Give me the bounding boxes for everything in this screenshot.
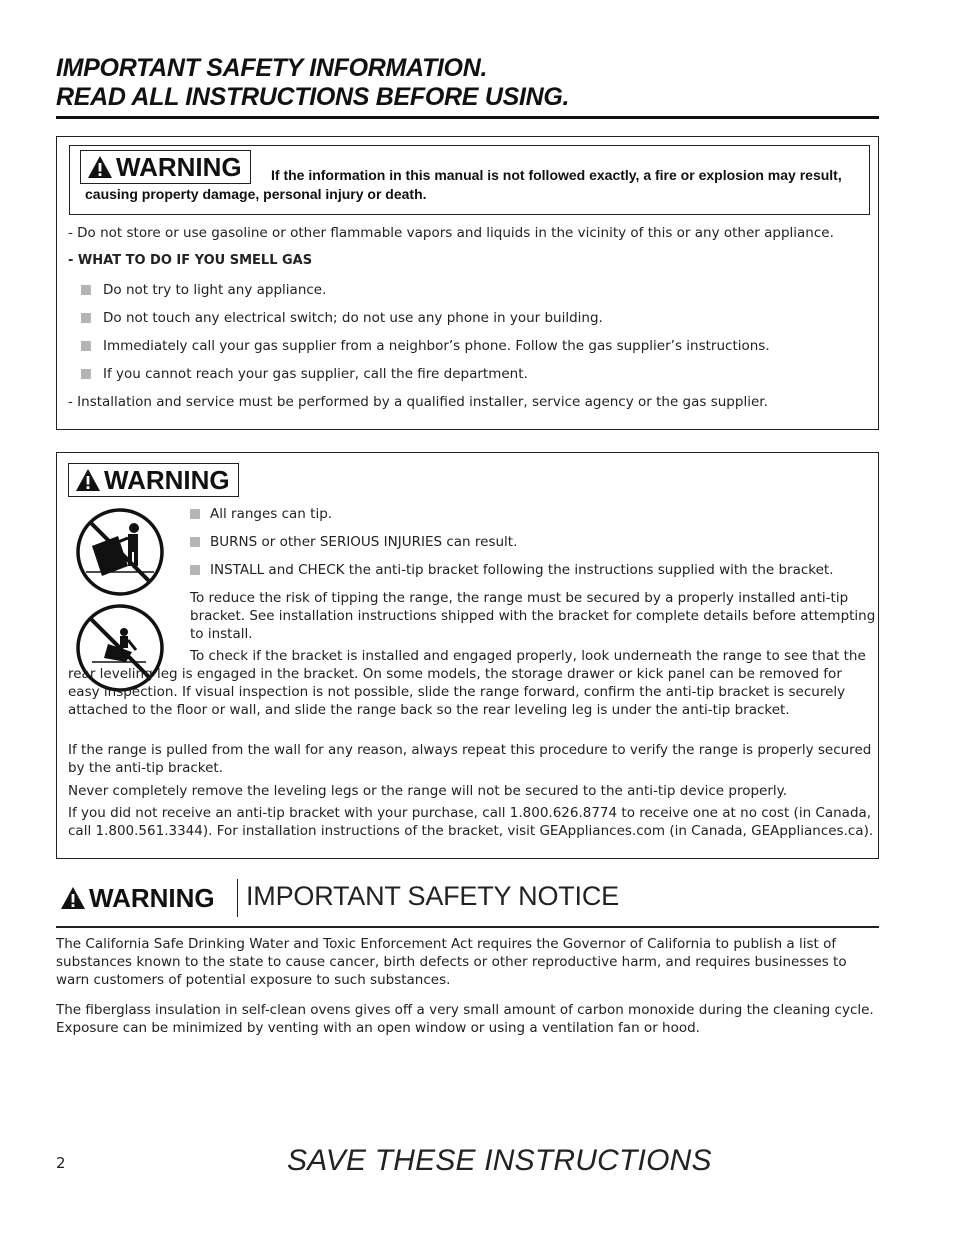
square-bullet-icon <box>190 565 200 575</box>
safety-notice-header <box>56 879 879 927</box>
list-item: If you cannot reach your gas supplier, call the fire department. <box>81 365 528 383</box>
no-tipping-range-child-icon <box>74 506 166 598</box>
list-item: INSTALL and CHECK the anti-tip bracket following the instructions supplied with the bracket. <box>190 561 834 579</box>
gas-item-no-gasoline: - Do not store or use gasoline or other flammable vapors and liquids in the vicinity of this or any other appliance. <box>68 225 834 241</box>
anti-tip-para-1: To reduce the risk of tipping the range, the range must be secured by a properly installed anti-tip bracket. See installation instructions shipped with the bracket for complete details before attempting to install. <box>190 590 876 642</box>
list-item: Do not try to light any appliance. <box>81 281 326 299</box>
anti-tip-para-3: If the range is pulled from the wall for any reason, always repeat this procedure to verify the range is properly secured by the anti-tip bracket. <box>68 742 872 776</box>
warning-badge <box>68 463 239 497</box>
list-item: Immediately call your gas supplier from a neighbor’s phone. Follow the gas supplier’s instructions. <box>81 337 770 355</box>
warning-label: WARNING <box>116 151 242 182</box>
gas-warning-callout <box>69 145 870 215</box>
anti-tip-para-5: If you did not receive an anti-tip bracket with your purchase, call 1.800.626.8774 to receive one at no cost (in Canada, call 1.800.561.3344). For installation instructions of the bracket, visit GEAppliances.com (in Canada, GEAppliances.ca). <box>68 805 874 839</box>
notice-para-1: The California Safe Drinking Water and Toxic Enforcement Act requires the Governor of California to publish a list of substances known to the state to cause cancer, birth defects or other reproductive harm, and requires businesses to warn customers of potential exposure to such substances. <box>56 936 847 988</box>
square-bullet-icon <box>190 509 200 519</box>
gas-warning-box <box>56 136 879 430</box>
square-bullet-icon <box>81 285 91 295</box>
page-header <box>56 54 879 112</box>
header-line-2: READ ALL INSTRUCTIONS BEFORE USING. <box>56 83 570 111</box>
notice-para-2: The fiberglass insulation in self-clean ovens gives off a very small amount of carbon monoxide during the cleaning cycle. Exposure can be minimized by venting with an open window or using a ventilation fan or hood. <box>56 1002 874 1036</box>
save-instructions: SAVE THESE INSTRUCTIONS <box>287 1144 712 1177</box>
header-line-1: IMPORTANT SAFETY INFORMATION. <box>56 54 488 82</box>
square-bullet-icon <box>81 341 91 351</box>
safety-notice-title: IMPORTANT SAFETY NOTICE <box>246 881 619 911</box>
warning-triangle-icon <box>87 155 113 179</box>
header-rule <box>56 116 879 119</box>
gas-warning-text: If the information in this manual is not followed exactly, a fire or explosion may result, causing property damage, personal injury or death. <box>85 167 842 202</box>
list-item: Do not touch any electrical switch; do not use any phone in your building. <box>81 309 603 327</box>
smell-gas-heading: - WHAT TO DO IF YOU SMELL GAS <box>68 253 313 268</box>
warning-triangle-icon <box>75 468 101 492</box>
warning-badge <box>56 879 238 917</box>
gas-item-installation: - Installation and service must be performed by a qualified installer, service agency or the gas supplier. <box>68 394 768 410</box>
page-number: 2 <box>56 1154 66 1172</box>
list-item: BURNS or other SERIOUS INJURIES can result. <box>190 533 517 551</box>
warning-label: WARNING <box>104 464 230 495</box>
anti-tip-para-4: Never completely remove the leveling legs or the range will not be secured to the anti-tip device properly. <box>68 783 788 799</box>
square-bullet-icon <box>81 369 91 379</box>
square-bullet-icon <box>81 313 91 323</box>
list-item: All ranges can tip. <box>190 505 332 523</box>
anti-tip-para-2: To check if the bracket is installed and engaged properly, look underneath the range to see that the rear leveling leg is engaged in the bracket. On some models, the storage drawer or kick panel can be removed for easy inspection. If visual inspection is not possible, slide the range forward, confirm the anti-tip bracket is securely attached to the floor or wall, and slide the range back so the rear leveling leg is under the anti-tip bracket. <box>68 648 866 718</box>
warning-label: WARNING <box>89 882 215 913</box>
anti-tip-warning-box <box>56 452 879 859</box>
warning-triangle-icon <box>60 886 86 910</box>
warning-badge <box>80 150 251 184</box>
safety-notice-rule <box>56 926 879 928</box>
square-bullet-icon <box>190 537 200 547</box>
